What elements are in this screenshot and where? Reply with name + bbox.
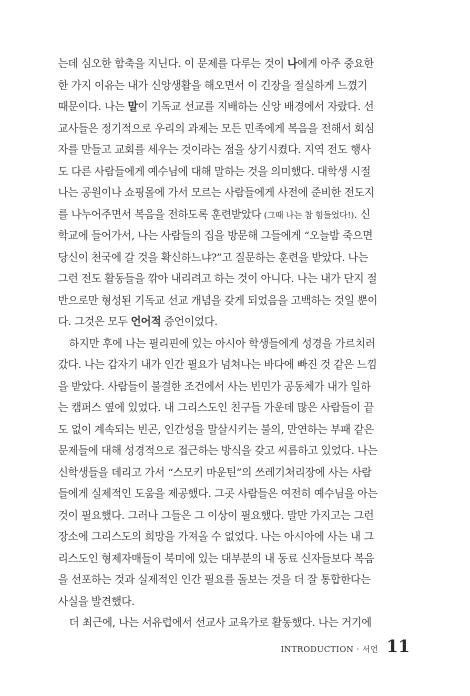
text-line-10: 당신이 천국에 갈 것을 확신하느냐?”고 질문하는 훈련을 받았다. 나는 [58, 251, 369, 264]
running-footer-label: INTRODUCTION · 서언 [280, 645, 379, 654]
text-line-22: 것이 필요했다. 그러나 그들은 그 이상이 필요했다. 말만 가지고는 그런 [58, 509, 374, 522]
emphasis-word: 나 [287, 58, 298, 70]
page-footer [281, 637, 410, 657]
text-line-16: 을 받았다. 사람들이 불결한 조건에서 사는 빈민가 공동체가 내가 일하 [58, 380, 371, 393]
text-line-26: 사실을 발견했다. [58, 595, 135, 608]
text-line-17: 는 캠퍼스 옆에 있었다. 내 그리스도인 친구들 가운데 많은 사람들이 끝 [58, 402, 374, 414]
text-line-18: 도 없이 계속되는 빈곤, 인간성을 말살시키는 불의, 만연하는 부패 같은 [58, 423, 374, 436]
text-line-14: 하지만 후에 나는 필리핀에 있는 아시아 학생들에게 성경을 가르치러 [69, 337, 376, 350]
text-line-2: 한 가지 이유는 내가 신앙생활을 해오면서 이 긴장을 절실하게 느꼈기 [58, 79, 368, 92]
text-line-3: 때문이다. 나는 말이 기독교 선교를 지배하는 신앙 배경에서 자랐다. 선 [58, 101, 374, 113]
text-line-7: 나는 공원이나 쇼핑몰에 가서 모르는 사람들에게 사전에 준비한 전도지 [58, 187, 375, 199]
body-text [58, 54, 410, 635]
text-line-25: 을 선포하는 것과 실제적인 인간 필요를 돌보는 것을 더 잘 통합한다는 [58, 574, 371, 586]
text-line-21: 들에게 실제적인 도움을 제공했다. 그곳 사람들은 여전히 예수님을 아는 [58, 488, 378, 500]
text-line-19: 문제들에 대해 성경적으로 접근하는 방식을 갖고 씨름하고 있었다. 나는 [58, 445, 378, 457]
emphasis-word: 말 [127, 101, 138, 113]
text-line-20: 신학생들을 데리고 가서 “스모키 마운틴”의 쓰레기처리장에 사는 사람 [58, 466, 372, 479]
text-line-23: 장소에 그리스도의 희망을 가져올 수 없었다. 나는 아시아에 사는 내 그 [58, 531, 374, 543]
text-line-27: 더 최근에, 나는 서유럽에서 선교사 교육가로 활동했다. 나는 거기에 [69, 617, 372, 629]
text-line-12: 반으로만 형성된 기독교 선교 개념을 갖게 되었음을 고백하는 것일 뿐이 [58, 294, 378, 307]
text-line-6: 도 다른 사람들에게 예수님에 대해 말하는 것을 의미했다. 대학생 시절 [58, 165, 371, 178]
text-line-13: 다. 그것은 모두 언어적 증언이었다. [58, 316, 218, 328]
text-line-9: 학교에 들어가서, 나는 사람들의 집을 방문해 그들에게 “오늘밤 죽으면 [58, 230, 373, 242]
text-line-15: 갔다. 나는 갑자기 내가 인간 필요가 넘쳐나는 바다에 빠진 것 같은 느낌 [58, 359, 377, 371]
text-line-8: 를 나누어주면서 복음을 전하도록 훈련받았다 (그때 나는 참 힘들었다!). 신 [58, 208, 371, 221]
text-line-5: 자를 만들고 교회를 세우는 것이라는 점을 상기시켰다. 지역 전도 행사 [58, 144, 371, 156]
text-line-24: 리스도인 형제자매들이 북미에 있는 대부분의 내 동료 신자들보다 복음 [58, 552, 375, 565]
text-line-11: 그런 전도 활동들을 깎아 내리려고 하는 것이 아니다. 나는 내가 단지 절 [58, 273, 377, 285]
emphasis-word: 언어적 [130, 316, 161, 328]
page-number: 11 [386, 637, 410, 657]
parenthetical-note: (그때 나는 참 힘들었다!) [261, 210, 354, 221]
text-line-4: 교사들은 정기적으로 우리의 과제는 모든 민족에게 복음을 전해서 회심 [58, 122, 375, 135]
text-line-1: 는데 심오한 함축을 지닌다. 이 문제를 다루는 것이 나에게 아주 중요한 [58, 58, 374, 70]
